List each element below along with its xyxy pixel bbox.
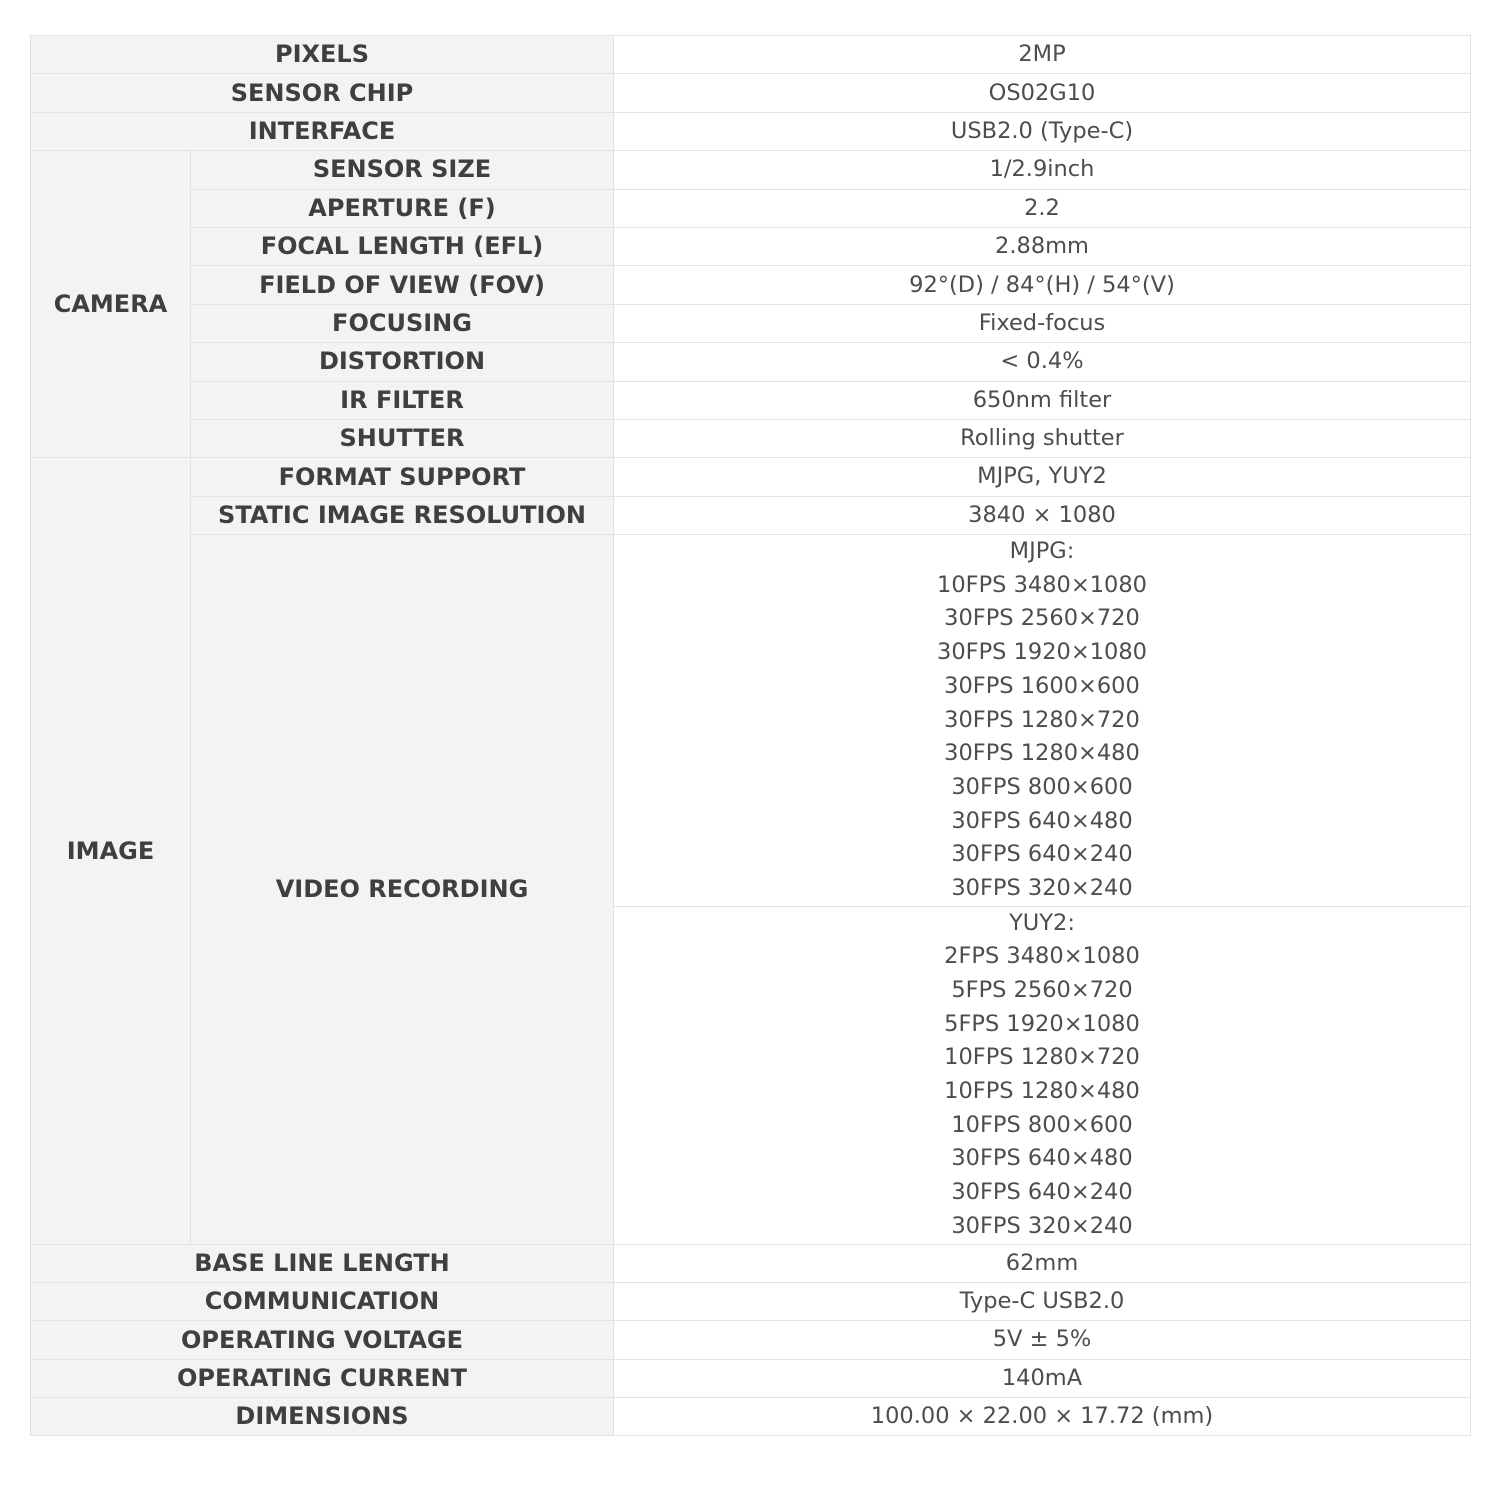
spec-value: 5V ± 5% (614, 1321, 1471, 1359)
video-mode-line: 30FPS 1920×1080 (937, 639, 1147, 666)
table-row (31, 1398, 1471, 1436)
video-mode-line: 30FPS 640×240 (951, 841, 1133, 868)
spec-label: COMMUNICATION (31, 1282, 614, 1320)
table-row (31, 36, 1471, 74)
table-row (31, 151, 1471, 189)
table-row (31, 496, 1471, 534)
spec-value: 100.00 × 22.00 × 17.72 (mm) (614, 1398, 1471, 1436)
table-row (31, 266, 1471, 304)
table-row (31, 1282, 1471, 1320)
spec-value: MJPG, YUY2 (614, 458, 1471, 496)
spec-label: FOCUSING (191, 304, 614, 342)
spec-value: 62mm (614, 1244, 1471, 1282)
video-mode-line: 10FPS 1280×720 (944, 1044, 1140, 1071)
spec-label: FOCAL LENGTH (EFL) (191, 227, 614, 265)
spec-value: 2.88mm (614, 227, 1471, 265)
video-mode-line: 30FPS 1280×480 (944, 740, 1140, 767)
group-label-camera: CAMERA (31, 151, 191, 458)
spec-table (30, 35, 1471, 1436)
spec-label: DIMENSIONS (31, 1398, 614, 1436)
spec-label: DISTORTION (191, 343, 614, 381)
spec-value: 92°(D) / 84°(H) / 54°(V) (614, 266, 1471, 304)
video-mode-line: 30FPS 640×240 (951, 1179, 1133, 1206)
spec-label: FORMAT SUPPORT (191, 458, 614, 496)
video-mode-line: 5FPS 2560×720 (951, 977, 1133, 1004)
spec-value: 2.2 (614, 189, 1471, 227)
video-mode-line: 30FPS 1280×720 (944, 706, 1140, 733)
video-mode-line: 30FPS 1600×600 (944, 672, 1140, 699)
spec-value: Fixed-focus (614, 304, 1471, 342)
spec-value: 2MP (614, 36, 1471, 74)
table-row (31, 304, 1471, 342)
video-mode-line: 30FPS 320×240 (951, 874, 1133, 901)
spec-label: PIXELS (31, 36, 614, 74)
spec-value: < 0.4% (614, 343, 1471, 381)
table-row (31, 227, 1471, 265)
video-mode-line: 30FPS 640×480 (951, 1145, 1133, 1172)
table-row (31, 535, 1471, 907)
video-mode-line: 30FPS 320×240 (951, 1212, 1133, 1239)
spec-label: SHUTTER (191, 419, 614, 457)
video-mode-line: 2FPS 3480×1080 (944, 943, 1140, 970)
table-row (31, 74, 1471, 112)
spec-label: BASE LINE LENGTH (31, 1244, 614, 1282)
video-mode-line: 30FPS 640×480 (951, 807, 1133, 834)
table-row (31, 1359, 1471, 1397)
spec-label: STATIC IMAGE RESOLUTION (191, 496, 614, 534)
table-row (31, 1321, 1471, 1359)
spec-value: Rolling shutter (614, 419, 1471, 457)
spec-label-video-recording: VIDEO RECORDING (191, 535, 614, 1244)
spec-label: IR FILTER (191, 381, 614, 419)
video-yuy2-modes (614, 906, 1471, 1244)
video-mode-line: 5FPS 1920×1080 (944, 1010, 1140, 1037)
video-mode-line: MJPG: (1009, 538, 1075, 565)
video-mode-line: 30FPS 2560×720 (944, 605, 1140, 632)
table-row (31, 189, 1471, 227)
spec-label: FIELD OF VIEW (FOV) (191, 266, 614, 304)
group-label-image: IMAGE (31, 458, 191, 1244)
spec-label: OPERATING CURRENT (31, 1359, 614, 1397)
video-mjpg-modes (614, 535, 1471, 907)
spec-label: APERTURE (F) (191, 189, 614, 227)
spec-value: 140mA (614, 1359, 1471, 1397)
spec-label: SENSOR CHIP (31, 74, 614, 112)
video-mode-line: 10FPS 800×600 (951, 1111, 1133, 1138)
spec-value: Type-C USB2.0 (614, 1282, 1471, 1320)
video-mode-line: 30FPS 800×600 (951, 773, 1133, 800)
table-row (31, 458, 1471, 496)
spec-label: OPERATING VOLTAGE (31, 1321, 614, 1359)
spec-value: 650nm filter (614, 381, 1471, 419)
spec-label: INTERFACE (31, 112, 614, 150)
table-row (31, 343, 1471, 381)
spec-value: OS02G10 (614, 74, 1471, 112)
video-mode-line: 10FPS 1280×480 (944, 1078, 1140, 1105)
table-row (31, 1244, 1471, 1282)
table-row (31, 381, 1471, 419)
table-row (31, 112, 1471, 150)
video-mode-line: YUY2: (1009, 909, 1075, 936)
video-mode-line: 10FPS 3480×1080 (937, 571, 1147, 598)
spec-value: 3840 × 1080 (614, 496, 1471, 534)
spec-value: 1/2.9inch (614, 151, 1471, 189)
spec-label: SENSOR SIZE (191, 151, 614, 189)
table-row (31, 419, 1471, 457)
spec-value: USB2.0 (Type-C) (614, 112, 1471, 150)
